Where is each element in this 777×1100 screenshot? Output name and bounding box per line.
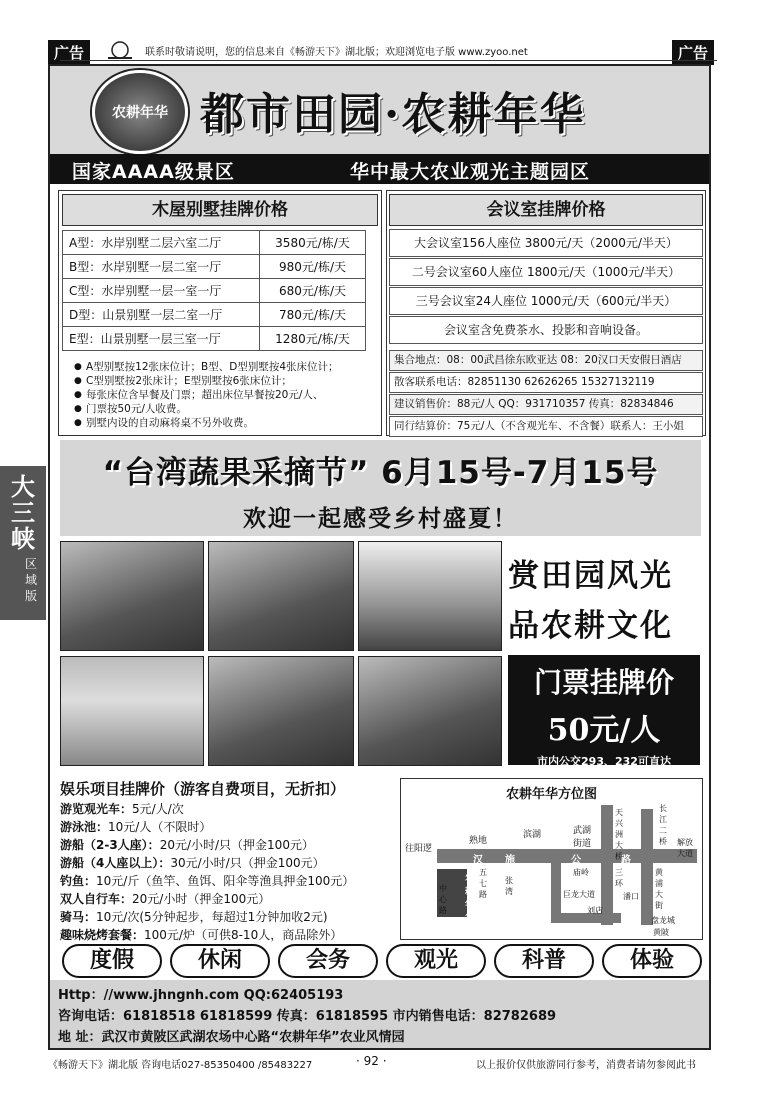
top-note: 联系时敬请说明，您的信息来自《畅游天下》湖北版；欢迎浏览电子版 www.zyoo.net (145, 47, 528, 58)
meeting-row: 二号会议室60人座位 1800元/天（1000元/半天） (389, 258, 703, 286)
table-row (63, 303, 366, 327)
rating-text: 国家AAAA级景区 (72, 161, 235, 183)
park-logo: 农耕年华 (92, 70, 188, 154)
map-label: 武湖街道 (573, 826, 592, 849)
item-price: 10元/人（不限时） (108, 820, 212, 834)
main-title: 都市田园·农耕年华 (200, 89, 586, 140)
villa-title: 木屋别墅挂牌价格 (62, 194, 378, 226)
top-rule (60, 60, 717, 61)
item-price: 10元/斤（鱼竿、鱼饵、阳伞等渔具押金100元） (96, 874, 355, 888)
map-label: 庙岭 (573, 868, 589, 877)
magazine-logo-icon (102, 38, 138, 62)
slogan-culture: 品农耕文化 (508, 608, 673, 644)
location-map (400, 778, 703, 940)
map-label: 公 (571, 855, 581, 866)
villa-price: 980元/栋/天 (260, 255, 366, 279)
villa-name: B型：水岸别墅一层二室一厅 (63, 255, 260, 279)
list-item (60, 818, 400, 836)
map-label: 三环 (615, 868, 623, 888)
footer-disclaimer: 以上报价仅供旅游同行参考，消费者请勿参阅此书 (476, 1060, 696, 1071)
item-name: 骑马： (60, 910, 97, 924)
map-label: 汉 (473, 855, 483, 866)
villa-notes (74, 360, 374, 430)
item-name: 游船（2-3人座）： (60, 838, 160, 852)
phone-line: 咨询电话：61818518 61818599 传真：61818595 市内销售电话：82782689 (58, 1009, 557, 1024)
bull-statue-photo (358, 541, 502, 651)
item-name: 游泳池： (60, 820, 109, 834)
ticket-price: 50元/人 (547, 713, 661, 748)
villa-name: D型：山景别墅一层二室一厅 (63, 303, 260, 327)
list-item (60, 926, 400, 944)
item-name: 双人自行车： (60, 892, 133, 906)
list-item (60, 836, 400, 854)
table-row (63, 255, 366, 279)
list-item: ● C型别墅按2张床计；E型别墅按6张床位计； (74, 374, 374, 388)
item-price: 20元/小时（押金100元） (132, 892, 271, 906)
page-number: · 92 · (356, 1054, 387, 1068)
side-tab-small: 区域版 (24, 557, 37, 603)
lake-villas-photo (60, 541, 204, 651)
greenhouse-photo (208, 656, 354, 766)
badge-experience: 体验 (602, 944, 702, 978)
map-label: 刘店 (587, 906, 603, 915)
map-park-marker: 农耕年华 (465, 874, 475, 923)
map-label: 五七路 (479, 868, 487, 899)
note-continuation: 门票按50元/人收费。 (86, 403, 187, 415)
list-item (60, 800, 400, 818)
villa-price: 780元/栋/天 (260, 303, 366, 327)
entertainment-title: 娱乐项目挂牌价（游客自费项目，无折扣） (60, 780, 346, 798)
badge-meeting: 会务 (278, 944, 378, 978)
list-item-continued (74, 402, 374, 416)
visitors-photo (358, 656, 502, 766)
table-row (63, 279, 366, 303)
ad-label-right: 广告 (672, 40, 714, 65)
ticket-box (508, 655, 700, 768)
list-item (60, 854, 400, 872)
promo-subline: 欢迎一起感受乡村盛夏！ (243, 506, 518, 532)
map-label: 黄浦大街 (655, 868, 663, 910)
list-item: ● 别墅内设的自动麻将桌不另外收费。 (74, 416, 374, 430)
item-name: 游览观光车： (60, 802, 133, 816)
side-tab-big: 大三峡 (11, 472, 35, 553)
contact-band (50, 980, 709, 1048)
info-row: 同行结算价：75元/人（不含观光车、不含餐）联系人：王小姐 (389, 416, 703, 437)
item-price: 10元/次(5分钟起步，每超过1分钟加收2元) (96, 910, 328, 924)
villa-price: 680元/栋/天 (260, 279, 366, 303)
villa-table (62, 230, 366, 351)
list-item (60, 872, 400, 890)
info-row: 集合地点：08：00武昌徐东欧亚达 08：20汉口天安假日酒店 (389, 350, 703, 371)
slogan-scenery: 赏田园风光 (508, 558, 673, 594)
map-label: 黄陂 (653, 928, 669, 937)
website-qq[interactable]: Http：//www.jhngnh.com QQ:62405193 (58, 988, 344, 1003)
info-row: 建议销售价：88元/人 QQ：931710357 传真：82834846 (389, 394, 703, 415)
map-label: 长江二桥 (659, 804, 667, 846)
ticket-label: 门票挂牌价 (533, 666, 674, 699)
map-label: 天兴洲大桥 (615, 808, 623, 861)
promo-headline: “台湾蔬果采摘节” 6月15号-7月15号 (102, 455, 659, 491)
meeting-row: 会议室含免费茶水、投影和音响设备。 (389, 316, 703, 344)
list-item: ● 每张床位含早餐及门票；超出床位早餐按20元/人、 (74, 388, 374, 402)
map-label: 张湾 (505, 876, 513, 896)
table-row (63, 231, 366, 255)
map-label: 滨湖 (523, 830, 542, 840)
map-label: 往阳逻 (405, 844, 433, 854)
ad-label-left: 广告 (48, 40, 90, 65)
list-item (60, 890, 400, 908)
list-item (60, 908, 400, 926)
item-name: 趣味烧烤套餐： (60, 928, 145, 942)
item-name: 游船（4人座以上）： (60, 856, 171, 870)
map-label: 熟地 (469, 836, 488, 846)
map-label: 解放大道 (677, 838, 693, 858)
badge-sightseeing: 观光 (386, 944, 486, 978)
footer-magazine: 《畅游天下》湖北版 咨询电话027-85350400 /85483227 (48, 1060, 313, 1071)
map-title: 农耕年华方位图 (505, 787, 597, 802)
list-item: ● A型别墅按12张床位计；B型、D型别墅按4张床位计； (74, 360, 374, 374)
map-label: 中心路 (439, 884, 447, 915)
map-label: 潘口 (623, 892, 639, 901)
meeting-row: 三号会议室24人座位 1000元/天（600元/半天） (389, 287, 703, 315)
theme-text: 华中最大农业观光主题园区 (350, 161, 591, 183)
map-label: 盘龙城 (651, 916, 675, 925)
villa-name: A型：水岸别墅二层六室二厅 (63, 231, 260, 255)
region-side-tab (0, 466, 46, 620)
villa-price: 1280元/栋/天 (260, 327, 366, 351)
item-price: 30元/小时/只（押金100元） (170, 856, 325, 870)
villa-name: E型：山景别墅一层三室一厅 (63, 327, 260, 351)
info-row: 散客联系电话：82851130 62626265 15327132119 (389, 372, 703, 393)
meeting-title: 会议室挂牌价格 (389, 194, 703, 226)
pumpkin-kids-photo (208, 541, 354, 651)
flower-field-photo (60, 656, 204, 766)
entertainment-list (60, 780, 400, 944)
badge-vacation: 度假 (62, 944, 162, 978)
badge-science: 科普 (494, 944, 594, 978)
item-name: 钓鱼： (60, 874, 97, 888)
item-price: 20元/小时/只（押金100元） (159, 838, 314, 852)
villa-price: 3580元/栋/天 (260, 231, 366, 255)
villa-name: C型：水岸别墅一层一室一厅 (63, 279, 260, 303)
bus-info: 市内公交293、232可直达 (537, 755, 671, 768)
table-row (63, 327, 366, 351)
badge-leisure: 休闲 (170, 944, 270, 978)
meeting-row: 大会议室156人座位 3800元/天（2000元/半天） (389, 229, 703, 257)
map-label: 路 (621, 855, 631, 866)
map-label: 巨龙大道 (563, 890, 595, 899)
address-line: 地 址：武汉市黄陂区武湖农场中心路“农耕年华”农业风情园 (58, 1030, 405, 1045)
map-label: 施 (505, 855, 515, 866)
item-price: 5元/人/次 (132, 802, 184, 816)
item-price: 100元/炉（可供8-10人，商品除外） (144, 928, 343, 942)
rating-bar (50, 154, 709, 184)
